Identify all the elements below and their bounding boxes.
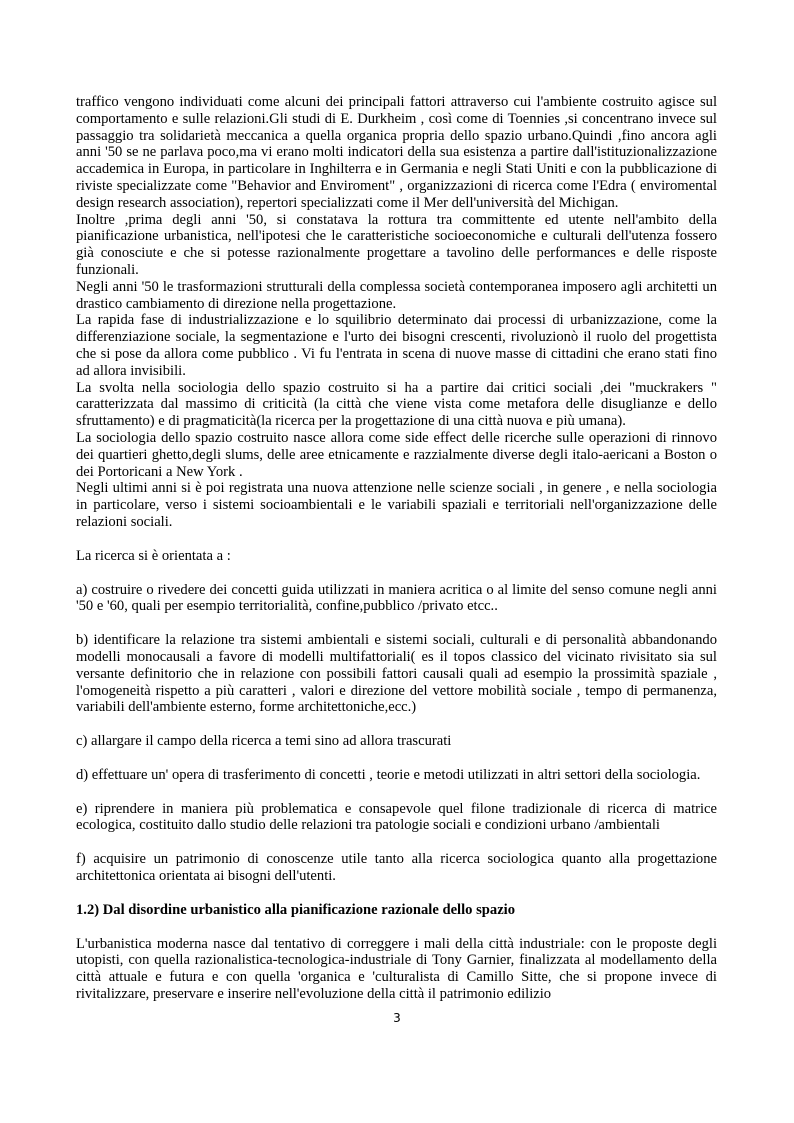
list-item-a: a) costruire o rivedere dei concetti guida utilizzati in maniera acritica o al limite del senso comune negli anni '50 e '60, quali per esempio territorialità, confine,pubblico /privato etcc.. bbox=[76, 581, 717, 615]
paragraph: La ricerca si è orientata a : bbox=[76, 547, 231, 564]
paragraph: Inoltre ,prima degli anni '50, si constatava la rottura tra committente ed utente nell'ambito della pianificazione urbanistica, nell'ipotesi che le caratteristiche socioeconomiche e culturali dell'utenza fossero già conosciute e che si potesse razionalmente progettare a tavolino delle performances e delle risposte funzionali. bbox=[76, 211, 717, 278]
list-item-c: c) allargare il campo della ricerca a temi sino ad allora trascurati bbox=[76, 733, 452, 750]
paragraph: La rapida fase di industrializzazione e lo squilibrio determinato dai processi di urbanizzazione, come la differenziazione sociale, la segmentazione e l'urto dei bisogni crescenti, rivoluzionò il ruolo del progettista che si pose da allora come pubblico . Vi fu l'entrata in scena di nuove masse di cittadini che erano stati fino ad allora invisibili. bbox=[76, 312, 717, 379]
paragraph: traffico vengono individuati come alcuni dei principali fattori attraverso cui l'ambiente costruito agisce sul comportamento e sulle relazioni.Gli studi di E. Durkheim , così come di Toennies ,si concentrano invece sul passaggio tra solidarietà meccanica a quella organica propria dello spazio urbano.Quindi ,fino ancora agli anni '50 se ne parlava poco,ma vi erano molti indicatori della sua esistenza a partire dall'istituzionalizzazione accademica in Europa, in particolare in Inghilterra e in Germania e negli Stati Uniti e con la pubblicazione di riviste specializzate come "Behavior and Enviroment" , organizzazioni di ricerca come l'Edra ( enviromental design research association), repertori specializzati come il Mer dell'università del Michigan. bbox=[76, 94, 717, 211]
page-number: 3 bbox=[393, 1011, 401, 1025]
list-item-d: d) effettuare un' opera di trasferimento di concetti , teorie e metodi utilizzati in altri settori della sociologia. bbox=[76, 766, 701, 783]
paragraph: L'urbanistica moderna nasce dal tentativo di correggere i mali della città industriale: con le proposte degli utopisti, con quella razionalistica-tecnologica-industriale di Tony Garnier, finalizzata al modellamento della città attuale e futura e con quella 'organica e 'culturalista di Camillo Sitte, che si propone invece di rivitalizzare, preservare e inserire nell'evoluzione della città il patrimonio edilizio bbox=[76, 935, 717, 1003]
paragraph: La svolta nella sociologia dello spazio costruito si ha a partire dai critici sociali ,dei "muckrakers " caratterizzata dal massimo di criticità (la città che viene vista come metafora delle disuglianze e dello sfruttamento) e di pragmaticità(la ricerca per la progettazione di una città nuova e più umana). bbox=[76, 379, 717, 430]
paragraph: Negli ultimi anni si è poi registrata una nuova attenzione nelle scienze sociali , in genere , e nella sociologia in particolare, verso i sistemi socioambientali e le variabili spaziali e territoriali nell'organizzazione delle relazioni sociali. bbox=[76, 480, 717, 530]
section-heading: 1.2) Dal disordine urbanistico alla pianificazione razionale dello spazio bbox=[76, 901, 516, 918]
paragraph: La sociologia dello spazio costruito nasce allora come side effect delle ricerche sulle operazioni di rinnovo dei quartieri ghetto,degli slums, delle aree etnicamente e razzialmente diverse degli italo-aericani a Boston o dei Portoricani a New York . bbox=[76, 429, 717, 480]
list-item-f: f) acquisire un patrimonio di conoscenze utile tanto alla ricerca sociologica quanto alla progettazione architettonica orientata ai bisogni dell'utenti. bbox=[76, 851, 717, 885]
list-item-e: e) riprendere in maniera più problematica e consapevole quel filone tradizionale di ricerca di matrice ecologica, costituito dallo studio delle relazioni tra patologie sociali e condizioni urbano /ambientali bbox=[76, 800, 717, 834]
paragraph: Negli anni '50 le trasformazioni strutturali della complessa società contemporanea imposero agli architetti un drastico cambiamento di direzione nella progettazione. bbox=[76, 278, 717, 312]
list-item-b: b) identificare la relazione tra sistemi ambientali e sistemi sociali, culturali e di personalità abbandonando modelli monocausali a favore di modelli multifattoriali( es il topos classico del vicinato rivisitato sia sul versante definitorio che in relazione con possibili fattori causali quali ad esempio la prossimità spaziale , l'omogeneità rispetto a più caratteri , valori e direzione del vettore mobilità sociale , tempo di permanenza, variabili dell'ambiente esterno, forme architettoniche,ecc.) bbox=[76, 632, 717, 716]
document-body bbox=[76, 94, 717, 1003]
